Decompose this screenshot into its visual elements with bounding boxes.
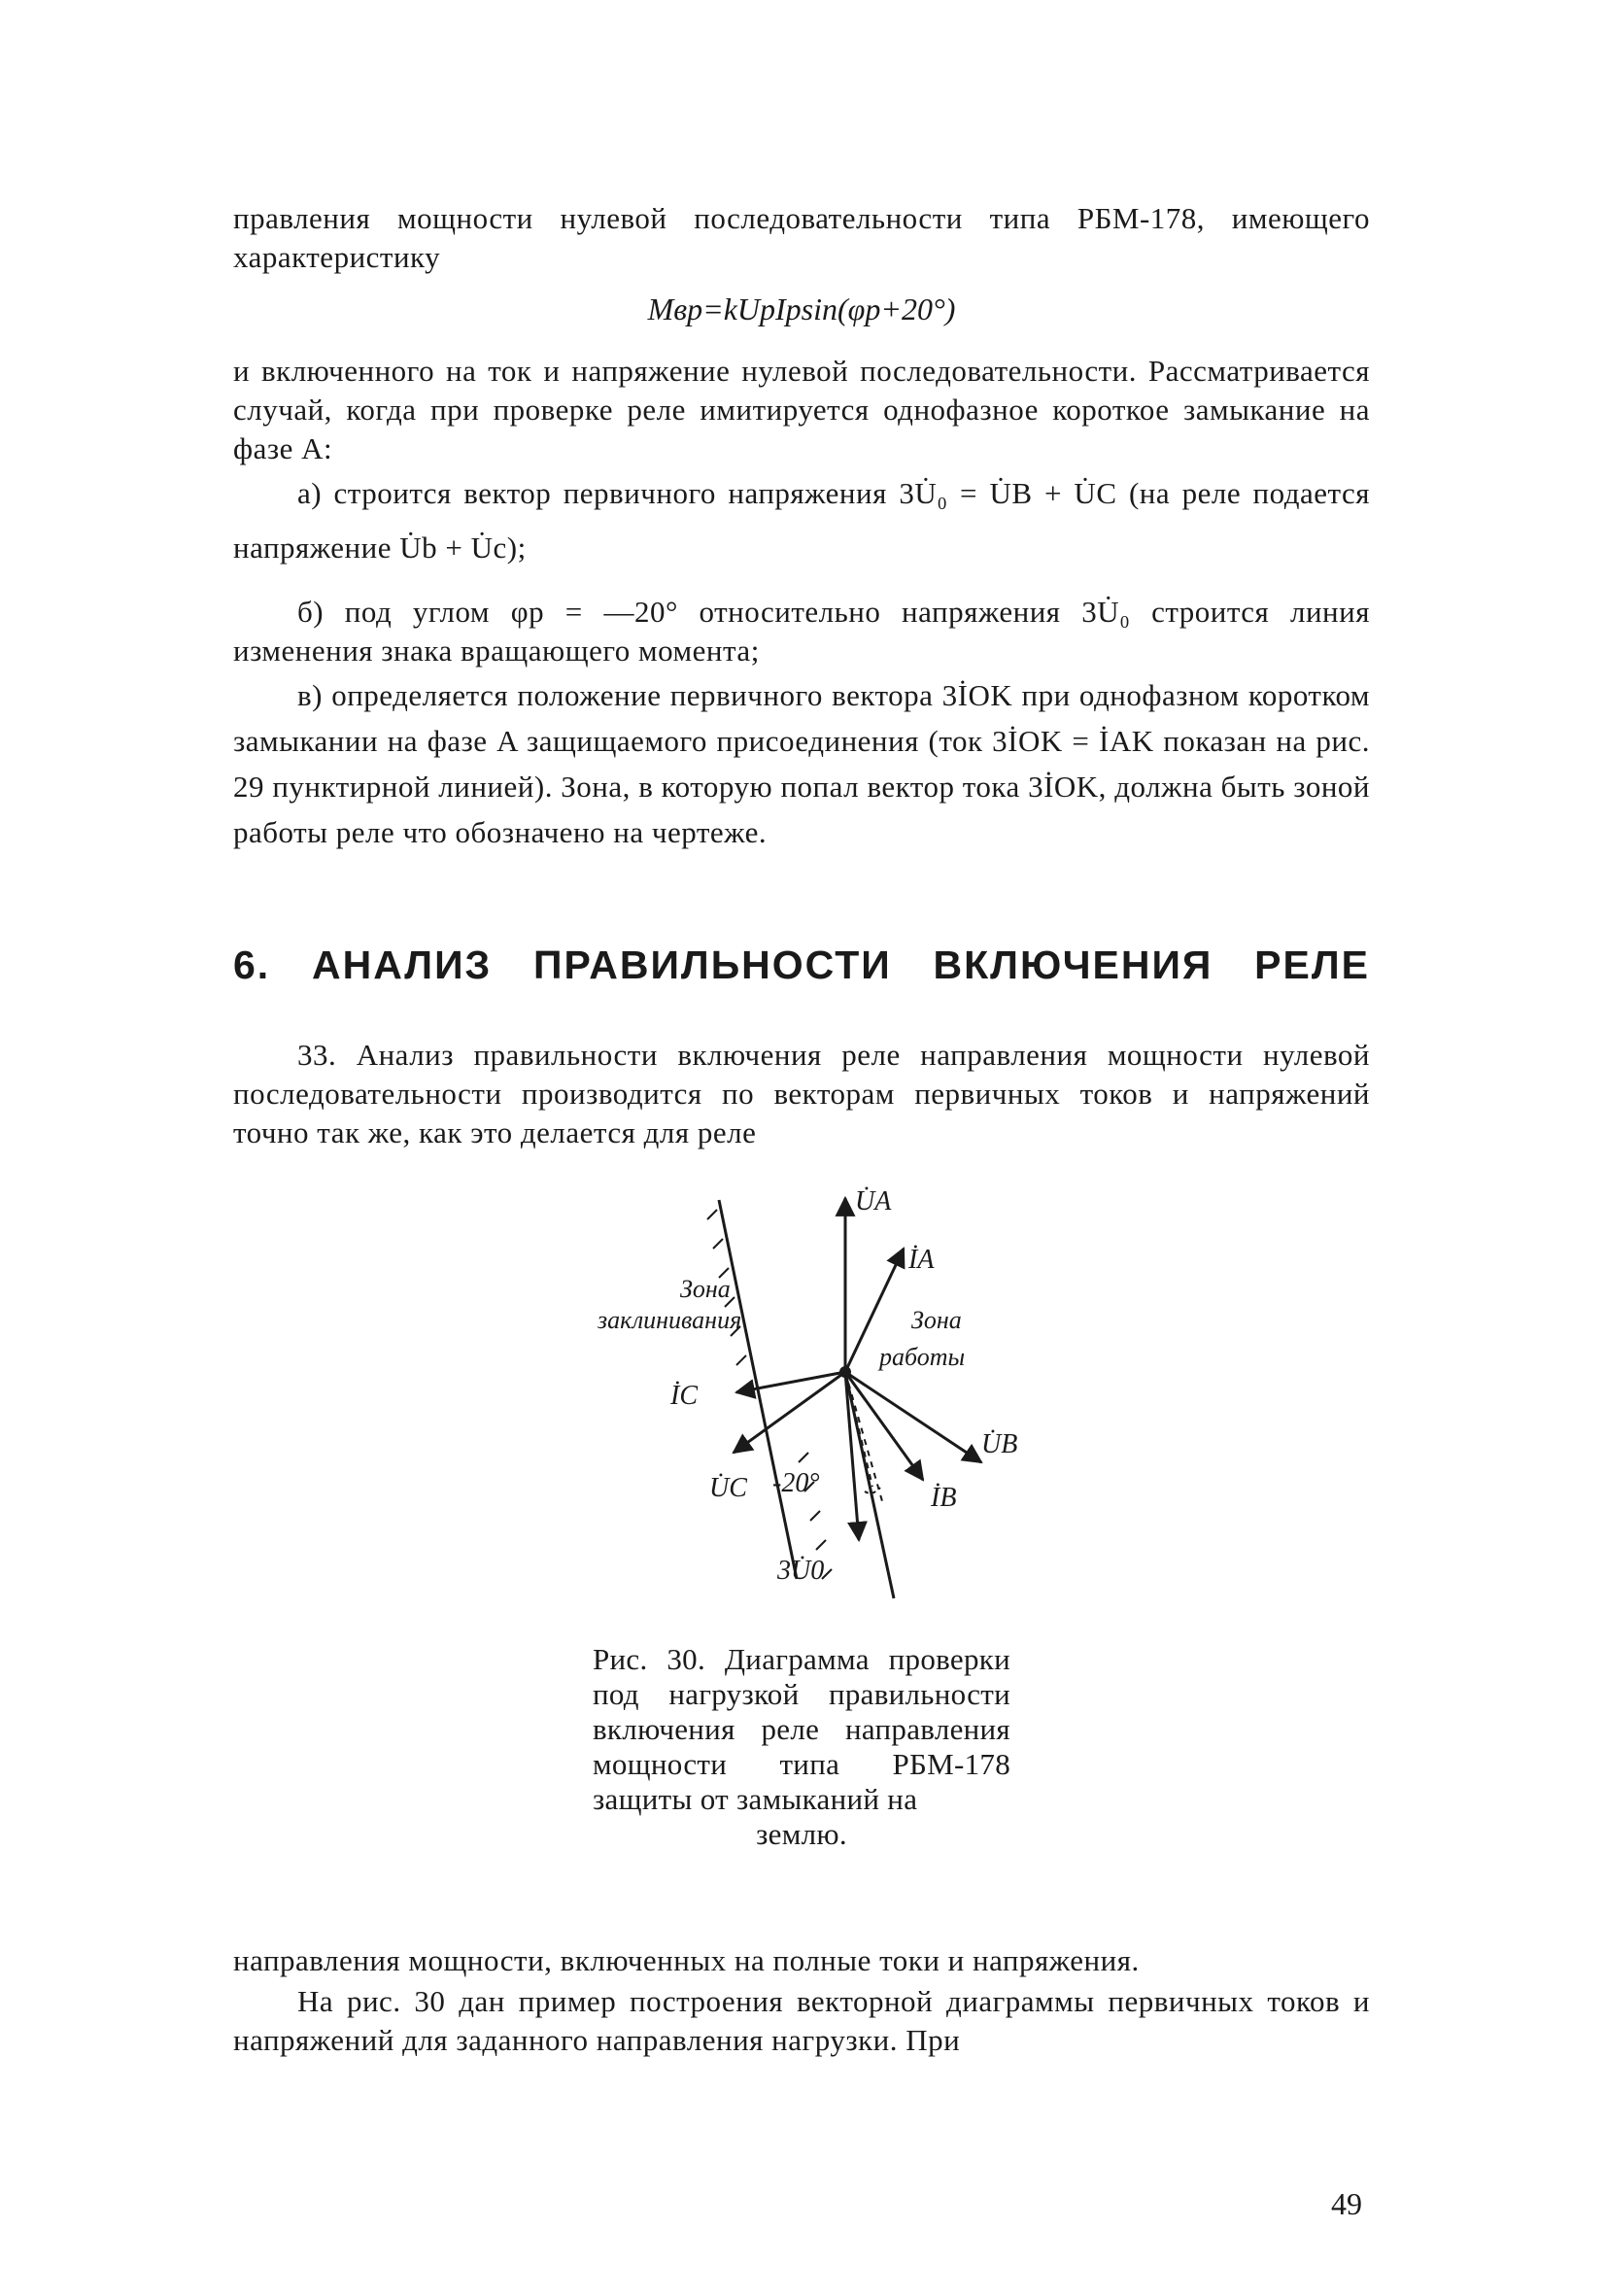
paragraph-analysis: 33. Анализ правильности включения реле направления мощности нулевой последовательности производится по векторам первичных токов и напряжений точно так же, как это делается для реле	[233, 1038, 1370, 1149]
figure-caption	[593, 1642, 1010, 1852]
label-uc: U̇C	[709, 1473, 747, 1503]
label-ua: U̇A	[855, 1186, 892, 1217]
list-item-b: б) под углом φр = —20° относительно напряжения 3U̇₀ строится линия изменения знака вращающего момента;	[233, 595, 1370, 668]
vector-diagram	[573, 1171, 1040, 1628]
label-angle: -20°	[772, 1468, 820, 1498]
list-item-a: а) строится вектор первичного напряжения 3U̇₀ = U̇B + U̇C (на реле подается напряжение U̇b + U̇c);	[233, 476, 1370, 565]
label-zone-block-2: заклинивания	[598, 1306, 742, 1334]
figure-caption-text: Рис. 30. Диаграмма проверки под нагрузкой правильности включения реле направления мощности типа РБМ-178 защиты от замыканий на	[593, 1642, 1010, 1816]
label-zone-block-1: Зона	[680, 1275, 731, 1303]
list-item-c: в) определяется положение первичного вектора 3İOK при однофазном коротком замыкании на фазе A защищаемого присоединения (ток 3İOK = İAK показан на рис. 29 пунктирной линией). Зона, в которую попал вектор тока 3İOK, должна быть зоной работы реле что обозначено на чертеже.	[233, 678, 1370, 849]
label-ub: U̇B	[981, 1429, 1018, 1459]
figure-caption-last: землю.	[756, 1817, 847, 1851]
label-zone-work-1: Зона	[911, 1306, 962, 1334]
paragraph-intro: правления мощности нулевой последовательности типа РБМ-178, имеющего характеристику	[233, 201, 1370, 274]
formula-moment: Mвр=kUpIpsin(φp+20°)	[647, 291, 956, 326]
paragraph-continuation: направления мощности, включенных на полные токи и напряжения.	[233, 1943, 1140, 1977]
vector-ub	[845, 1372, 981, 1462]
label-ic: İC	[670, 1381, 698, 1411]
paragraph-example: На рис. 30 дан пример построения векторной диаграммы первичных токов и напряжений для заданного направления нагрузки. При	[233, 1984, 1370, 2057]
label-ia: İA	[908, 1245, 935, 1275]
paragraph-case: и включенного на ток и напряжение нулевой последовательности. Рассматривается случай, когда при проверке реле имитируется однофазное короткое замыкание на фазе A:	[233, 354, 1370, 465]
label-zone-work-2: работы	[879, 1343, 966, 1371]
page-number: 49	[1331, 2186, 1362, 2221]
section-heading: 6. АНАЛИЗ ПРАВИЛЬНОСТИ ВКЛЮЧЕНИЯ РЕЛЕ	[233, 942, 1370, 987]
vector-uc	[734, 1372, 845, 1453]
label-3u0: 3U̇0	[777, 1556, 825, 1586]
label-ib: İB	[931, 1483, 957, 1513]
